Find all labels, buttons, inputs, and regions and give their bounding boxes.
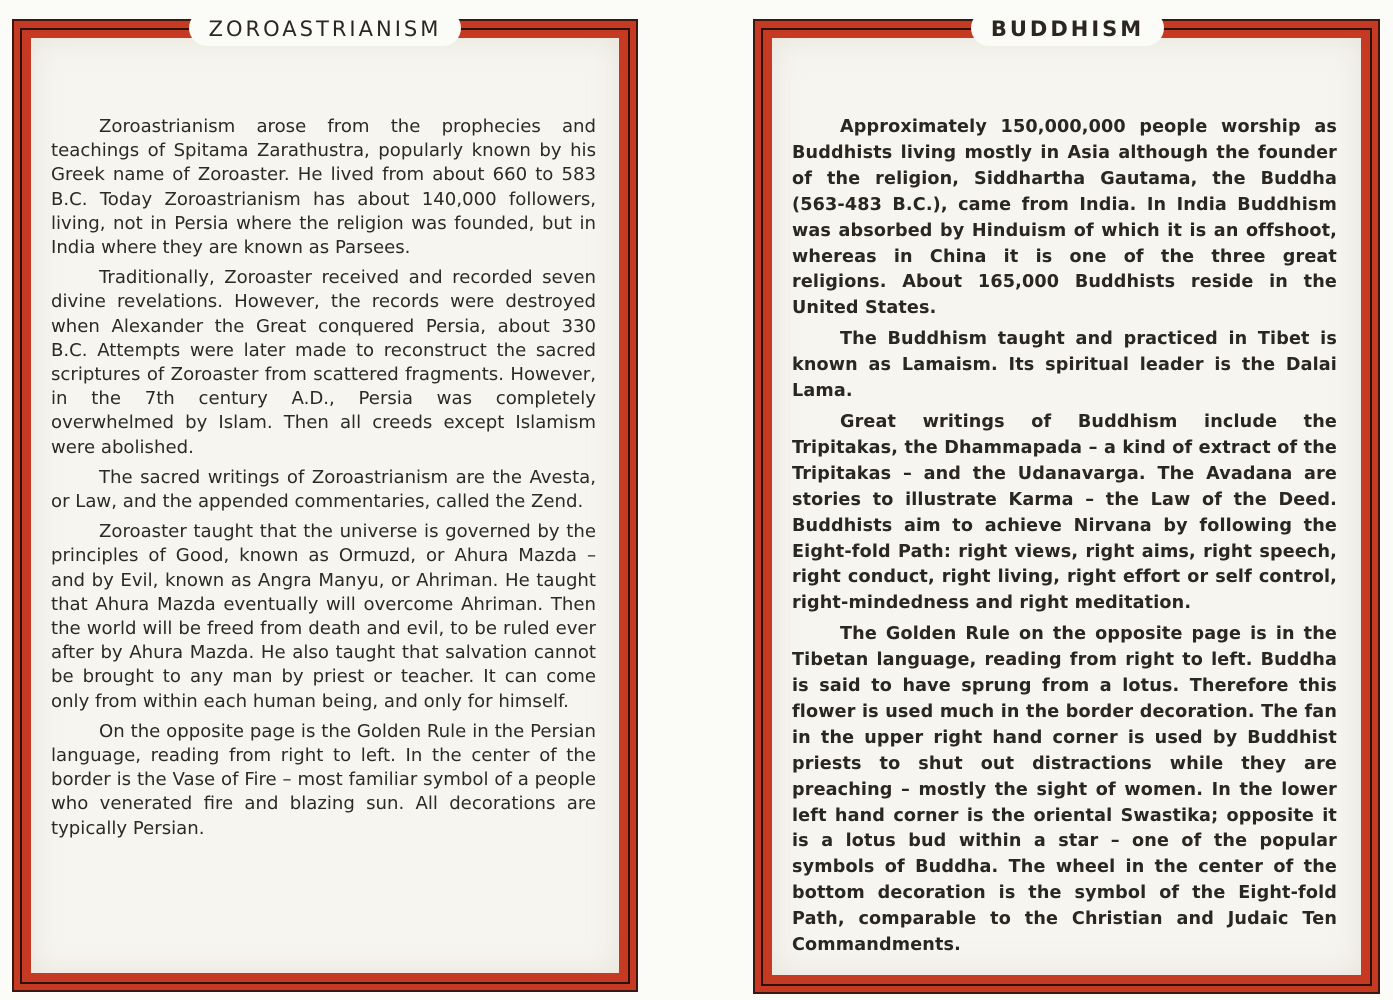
paragraph: The sacred writings of Zoroastrianism are the Avesta, or Law, and the appended commentaries, called the Zend.	[51, 466, 596, 513]
paragraph: The Golden Rule on the opposite page is in the Tibetan language, reading from right to left. Buddha is said to have sprung from a lotus. Therefore this flower is used much in the border decoration. The fan in the upper right hand corner is used by Buddhist priests to shut out distractions while they are preaching – mostly the sight of women. In the lower left hand corner is the oriental Swastika; opposite it is a lotus bud within a star – one of the popular symbols of Buddha. The wheel in the center of the bottom decoration is the symbol of the Eight-fold Path, comparable to the Christian and Judaic Ten Commandments.	[792, 624, 1337, 956]
body-text	[792, 115, 1337, 964]
body-text	[51, 115, 596, 847]
paragraph: Great writings of Buddhism include the Tripitakas, the Dhammapada – a kind of extract of the Tripitakas – and the Udanavarga. The Avadana are stories to illustrate Karma – the Law of the Deed. Buddhists aim to achieve Nirvana by following the Eight-fold Path: right views, right aims, right speech, right conduct, right living, right effort or self control, right-mindedness and right meditation.	[792, 411, 1337, 614]
paragraph: Traditionally, Zoroaster received and recorded seven divine revelations. However, the records were destroyed when Alexander the Great conquered Persia, about 330 B.C. Attempts were later made to reconstruct the sacred scriptures of Zoroaster from scattered fragments. However, in the 7th century A.D., Persia was completely overwhelmed by Islam. Then all creeds except Islamism were abolished.	[51, 267, 596, 458]
paragraph: Zoroaster taught that the universe is governed by the principles of Good, known as Ormuzd, or Ahura Mazda – and by Evil, known as Angra Manyu, or Ahriman. He taught that Ahura Mazda eventually will overcome Ahriman. Then the world will be freed from death and evil, to be ruled ever after by Ahura Mazda. He also taught that salvation cannot be brought to any man by priest or teacher. It can come only from within each human being, and only for himself.	[51, 521, 596, 712]
paragraph: On the opposite page is the Golden Rule in the Persian language, reading from right to left. In the center of the border is the Vase of Fire – most familiar symbol of a people who venerated fire and blazing sun. All decorations are typically Persian.	[51, 720, 596, 839]
zoroastrianism-page	[0, 0, 650, 1000]
paragraph: Approximately 150,000,000 people worship as Buddhists living mostly in Asia although the founder of the religion, Siddhartha Gautama, the Buddha (563-483 B.C.), came from India. In India Buddhism was absorbed by Hinduism of which it is an offshoot, whereas in China it is one of the three great religions. About 165,000 Buddhists reside in the United States.	[792, 117, 1337, 319]
title-banner	[0, 10, 650, 46]
paragraph: Zoroastrianism arose from the prophecies and teachings of Spitama Zarathustra, popularly known by his Greek name of Zoroaster. He lived from about 660 to 583 B.C. Today Zoroastrianism has about 140,000 followers, living, not in Persia where the religion was founded, but in India where they are known as Parsees.	[51, 116, 596, 259]
title-banner	[742, 10, 1393, 46]
buddhism-page	[742, 0, 1393, 1000]
page-title: BUDDHISM	[971, 10, 1164, 46]
page-title: ZOROASTRIANISM	[189, 10, 462, 46]
paragraph: The Buddhism taught and practiced in Tibet is known as Lamaism. Its spiritual leader is the Dalai Lama.	[792, 329, 1337, 402]
